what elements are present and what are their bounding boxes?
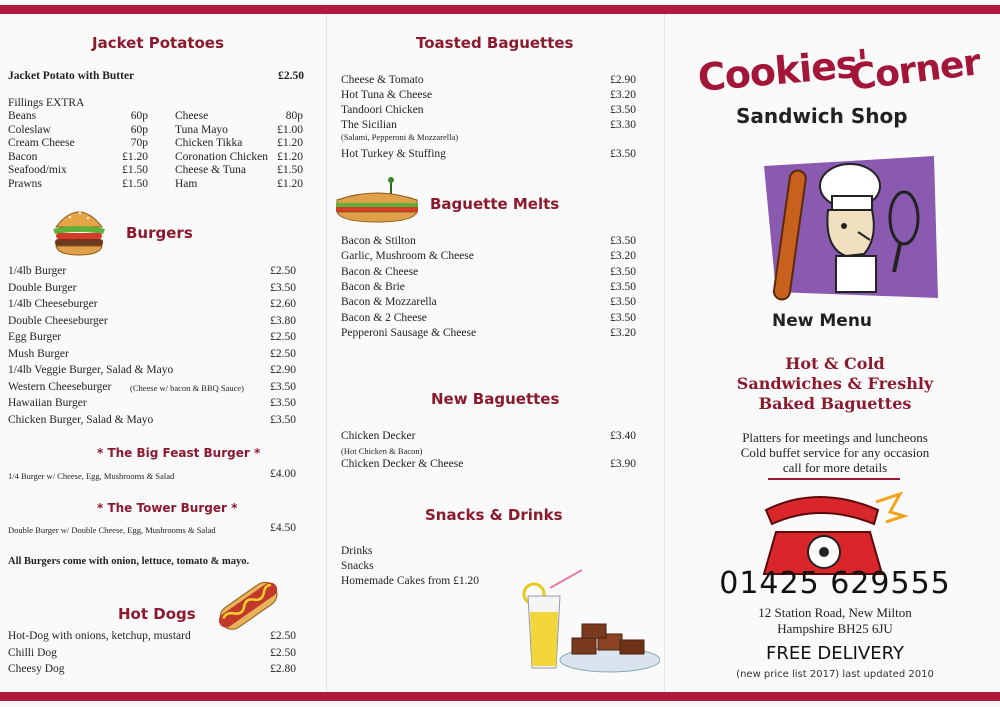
filling-row [8,137,148,151]
item-name: Hot Tuna & Cheese [341,89,433,101]
item-name: Bacon & Stilton [341,235,416,247]
item-name: Hawaiian Burger [8,397,87,409]
filling-row [175,164,303,178]
jacket-heading: Jacket Potatoes [92,34,224,52]
item-name: 1/4lb Burger [8,265,67,277]
bottom-border [0,692,1000,701]
item-price: £4.50 [270,522,296,534]
top-border [0,5,1000,14]
newbag-heading: New Baguettes [431,390,560,408]
item-price: £3.90 [610,458,636,470]
item-price: £3.40 [610,430,636,442]
filling-price: £1.20 [277,137,303,149]
item-name: Double Burger [8,281,77,294]
new-menu-label: New Menu [772,311,873,331]
address-line-1: 12 Station Road, New Milton [758,605,912,620]
item-name: Chicken Decker [341,430,416,442]
item-price: £3.50 [610,296,636,309]
item-price: £2.50 [270,265,296,277]
filling-row [175,151,303,165]
item-price: £3.20 [610,326,636,339]
hot-line-3: Baked Baguettes [758,394,912,413]
item-name: Hot Turkey & Stuffing [341,148,446,160]
panel-middle [330,18,660,688]
item-name: Bacon & 2 Cheese [341,311,427,324]
item-price: £3.20 [610,250,636,263]
filling-row [175,124,303,138]
filling-price: £1.50 [277,164,303,176]
burgers-heading: Burgers [126,224,193,242]
address-line-2: Hampshire BH25 6JU [777,621,893,636]
item-name: Garlic, Mushroom & Cheese [341,250,474,263]
filling-name: Coleslaw [8,123,51,136]
decker-note: (Hot Chicken & Bacon) [341,446,423,456]
filling-row [8,164,148,178]
item-name: Egg Burger [8,331,62,343]
platters-line-2: Cold buffet service for any occasion [740,445,930,460]
filling-price: 70p [130,137,148,149]
fold-line [664,14,665,692]
fillings-right-list [175,110,303,191]
item-desc: 1/4 Burger w/ Cheese, Egg, Mushrooms & Salad [8,471,175,481]
item-name: Cheesy Dog [8,663,65,675]
item-name: Chilli Dog [8,646,57,659]
chef-illustration [754,148,944,308]
filling-price: £1.20 [122,150,148,163]
item-price: £2.90 [270,364,296,376]
big-feast-heading: * The Big Feast Burger * [97,446,261,460]
snack-item: Snacks [341,560,374,572]
filling-row [8,124,148,138]
melts-heading: Baguette Melts [430,195,560,213]
item-name: Double Cheeseburger [8,314,108,327]
item-price: £3.50 [610,311,636,324]
item-name: Cheese & Tomato [341,74,424,86]
filling-name: Cheese [175,110,209,122]
filling-row [8,151,148,165]
price-list-note: (new price list 2017) last updated 2010 [736,669,934,680]
filling-price: 60p [130,123,148,136]
filling-name: Seafood/mix [8,164,67,176]
filling-price: £1.50 [122,164,148,176]
filling-row [175,178,303,192]
brand-name-first: Cookies' [696,41,870,100]
item-name: Tandoori Chicken [341,104,424,116]
platters-line-3: call for more details [782,460,888,475]
item-name: Mush Burger [8,347,69,360]
item-price: £3.50 [270,397,296,409]
filling-price: £1.50 [122,177,148,190]
item-name: Hot-Dog with onions, ketchup, mustard [8,630,191,642]
item-desc: Double Burger w/ Double Cheese, Egg, Mushrooms & Salad [8,525,216,535]
sicilian-note: (Salami, Pepperoni & Mozzarella) [341,132,459,142]
filling-row [175,110,303,124]
item-price: £2.50 [270,646,296,659]
item-name: Chicken Decker & Cheese [341,458,464,470]
item-name: Bacon & Mozzarella [341,296,437,309]
item-price: £4.00 [270,468,296,480]
hotdog-icon [214,574,282,636]
item-name: 1/4lb Veggie Burger, Salad & Mayo [8,364,174,376]
item-note: (Cheese w/ bacon & BBQ Sauce) [130,382,245,393]
item-name: Jacket Potato with Butter [8,70,135,82]
filling-name: Cream Cheese [8,137,75,149]
filling-price: £1.20 [277,150,303,163]
filling-name: Bacon [8,150,38,163]
item-price: £3.50 [610,148,636,160]
item-price: £3.50 [610,104,636,116]
item-price: £3.20 [610,89,636,101]
item-price: £3.50 [270,281,296,294]
item-price: £2.50 [270,630,296,642]
filling-row [175,137,303,151]
item-price: £3.50 [270,413,296,426]
item-price: £3.50 [610,265,636,278]
snack-item: Drinks [341,545,373,557]
filling-price: 80p [285,110,303,122]
filling-row [8,178,148,192]
baguette-icon [333,176,421,224]
tower-heading: * The Tower Burger * [97,501,238,515]
filling-name: Prawns [8,177,42,190]
item-name: The Sicilian [341,119,397,131]
item-price: £2.50 [270,331,296,343]
burger-icon [50,203,108,257]
item-price: £3.50 [270,380,296,393]
item-name: Bacon & Cheese [341,265,419,278]
item-price: £3.30 [610,119,636,131]
hotdogs-heading: Hot Dogs [118,605,196,623]
free-delivery: FREE DELIVERY [766,643,904,664]
item-price: £3.50 [610,280,636,293]
drink-and-cakes-icon [520,568,660,676]
item-name: Pepperoni Sausage & Cheese [341,326,477,339]
fold-line [326,14,327,692]
item-name: Chicken Burger, Salad & Mayo [8,413,154,426]
platters-line-1: Platters for meetings and luncheons [742,430,928,445]
filling-name: Tuna Mayo [175,123,228,136]
filling-price: £1.00 [277,123,303,136]
underline [768,478,900,480]
fillings-left-list [8,110,148,191]
filling-name: Beans [8,110,37,122]
item-name: Western Cheeseburger [8,380,112,393]
toasted-heading: Toasted Baguettes [416,34,574,52]
item-price: £2.90 [610,74,636,86]
hot-line-1: Hot & Cold [785,354,885,373]
shop-subtitle: Sandwich Shop [736,104,908,128]
phone-number: 01425 629555 [719,566,951,601]
snacks-heading: Snacks & Drinks [425,506,563,524]
item-price: £2.80 [270,663,296,675]
filling-name: Chicken Tikka [175,137,243,149]
filling-price: 60p [130,110,148,122]
item-price: £3.80 [270,314,296,327]
item-name: Bacon & Brie [341,280,405,293]
item-name: 1/4lb Cheeseburger [8,298,98,310]
filling-name: Cheese & Tuna [175,164,246,176]
panel-cover [670,18,1000,688]
filling-price: £1.20 [277,177,303,190]
item-price: £2.50 [278,70,304,82]
snack-item: Homemade Cakes from £1.20 [341,575,479,587]
filling-name: Ham [175,177,198,190]
filling-row [8,110,148,124]
filling-name: Coronation Chicken [175,150,268,163]
item-price: £2.60 [270,298,296,310]
panel-left: Jacket Potatoes Jacket Potato with Butter £2.50 Fillings EXTRA Beans 60p Coleslaw 60p Cream Cheese 70p Bacon £1.20 Seafood/mix £1.50 Prawns £1.50 Cheese 80p Tuna Mayo £1.00 Chicken Tikka £1.20 Coronation Chicken £1.20 Cheese & Tuna £1.50 Ham £1.20 Burgers 1/4lb Burger £2.50 Double Burger £3.50 1/4lb Cheeseburger £2.60 Double Cheeseburger £3.80 Egg Burger £2.50 Mush Burger £2.50 1/4lb Veggie Burger, Salad & Mayo £2.90 Western Cheeseburger (Cheese w/ bacon & BBQ Sauce) £3.50 Hawaiian Burger £3.50 Chicken Burger, Salad & Mayo £3.50 * The Big Feast Burger * 1/4 Burger w/ Cheese, Egg, Mushrooms & Salad £4.00 * The Tower Burger * Double Burger w/ Double Cheese, Egg, Mushrooms & Salad £4.50 All Burgers come with onion, lettuce, tomato & mayo. Hot Dogs Hot-Dog with onions, ketchup, mustard £2.50 Chilli Dog £2.50 Cheesy Dog £2.80 [8,34,304,675]
item-price: £3.50 [610,235,636,247]
hot-line-2: Sandwiches & Freshly [736,374,934,393]
item-price: £2.50 [270,347,296,360]
brand-name-second: Corner [847,42,983,99]
